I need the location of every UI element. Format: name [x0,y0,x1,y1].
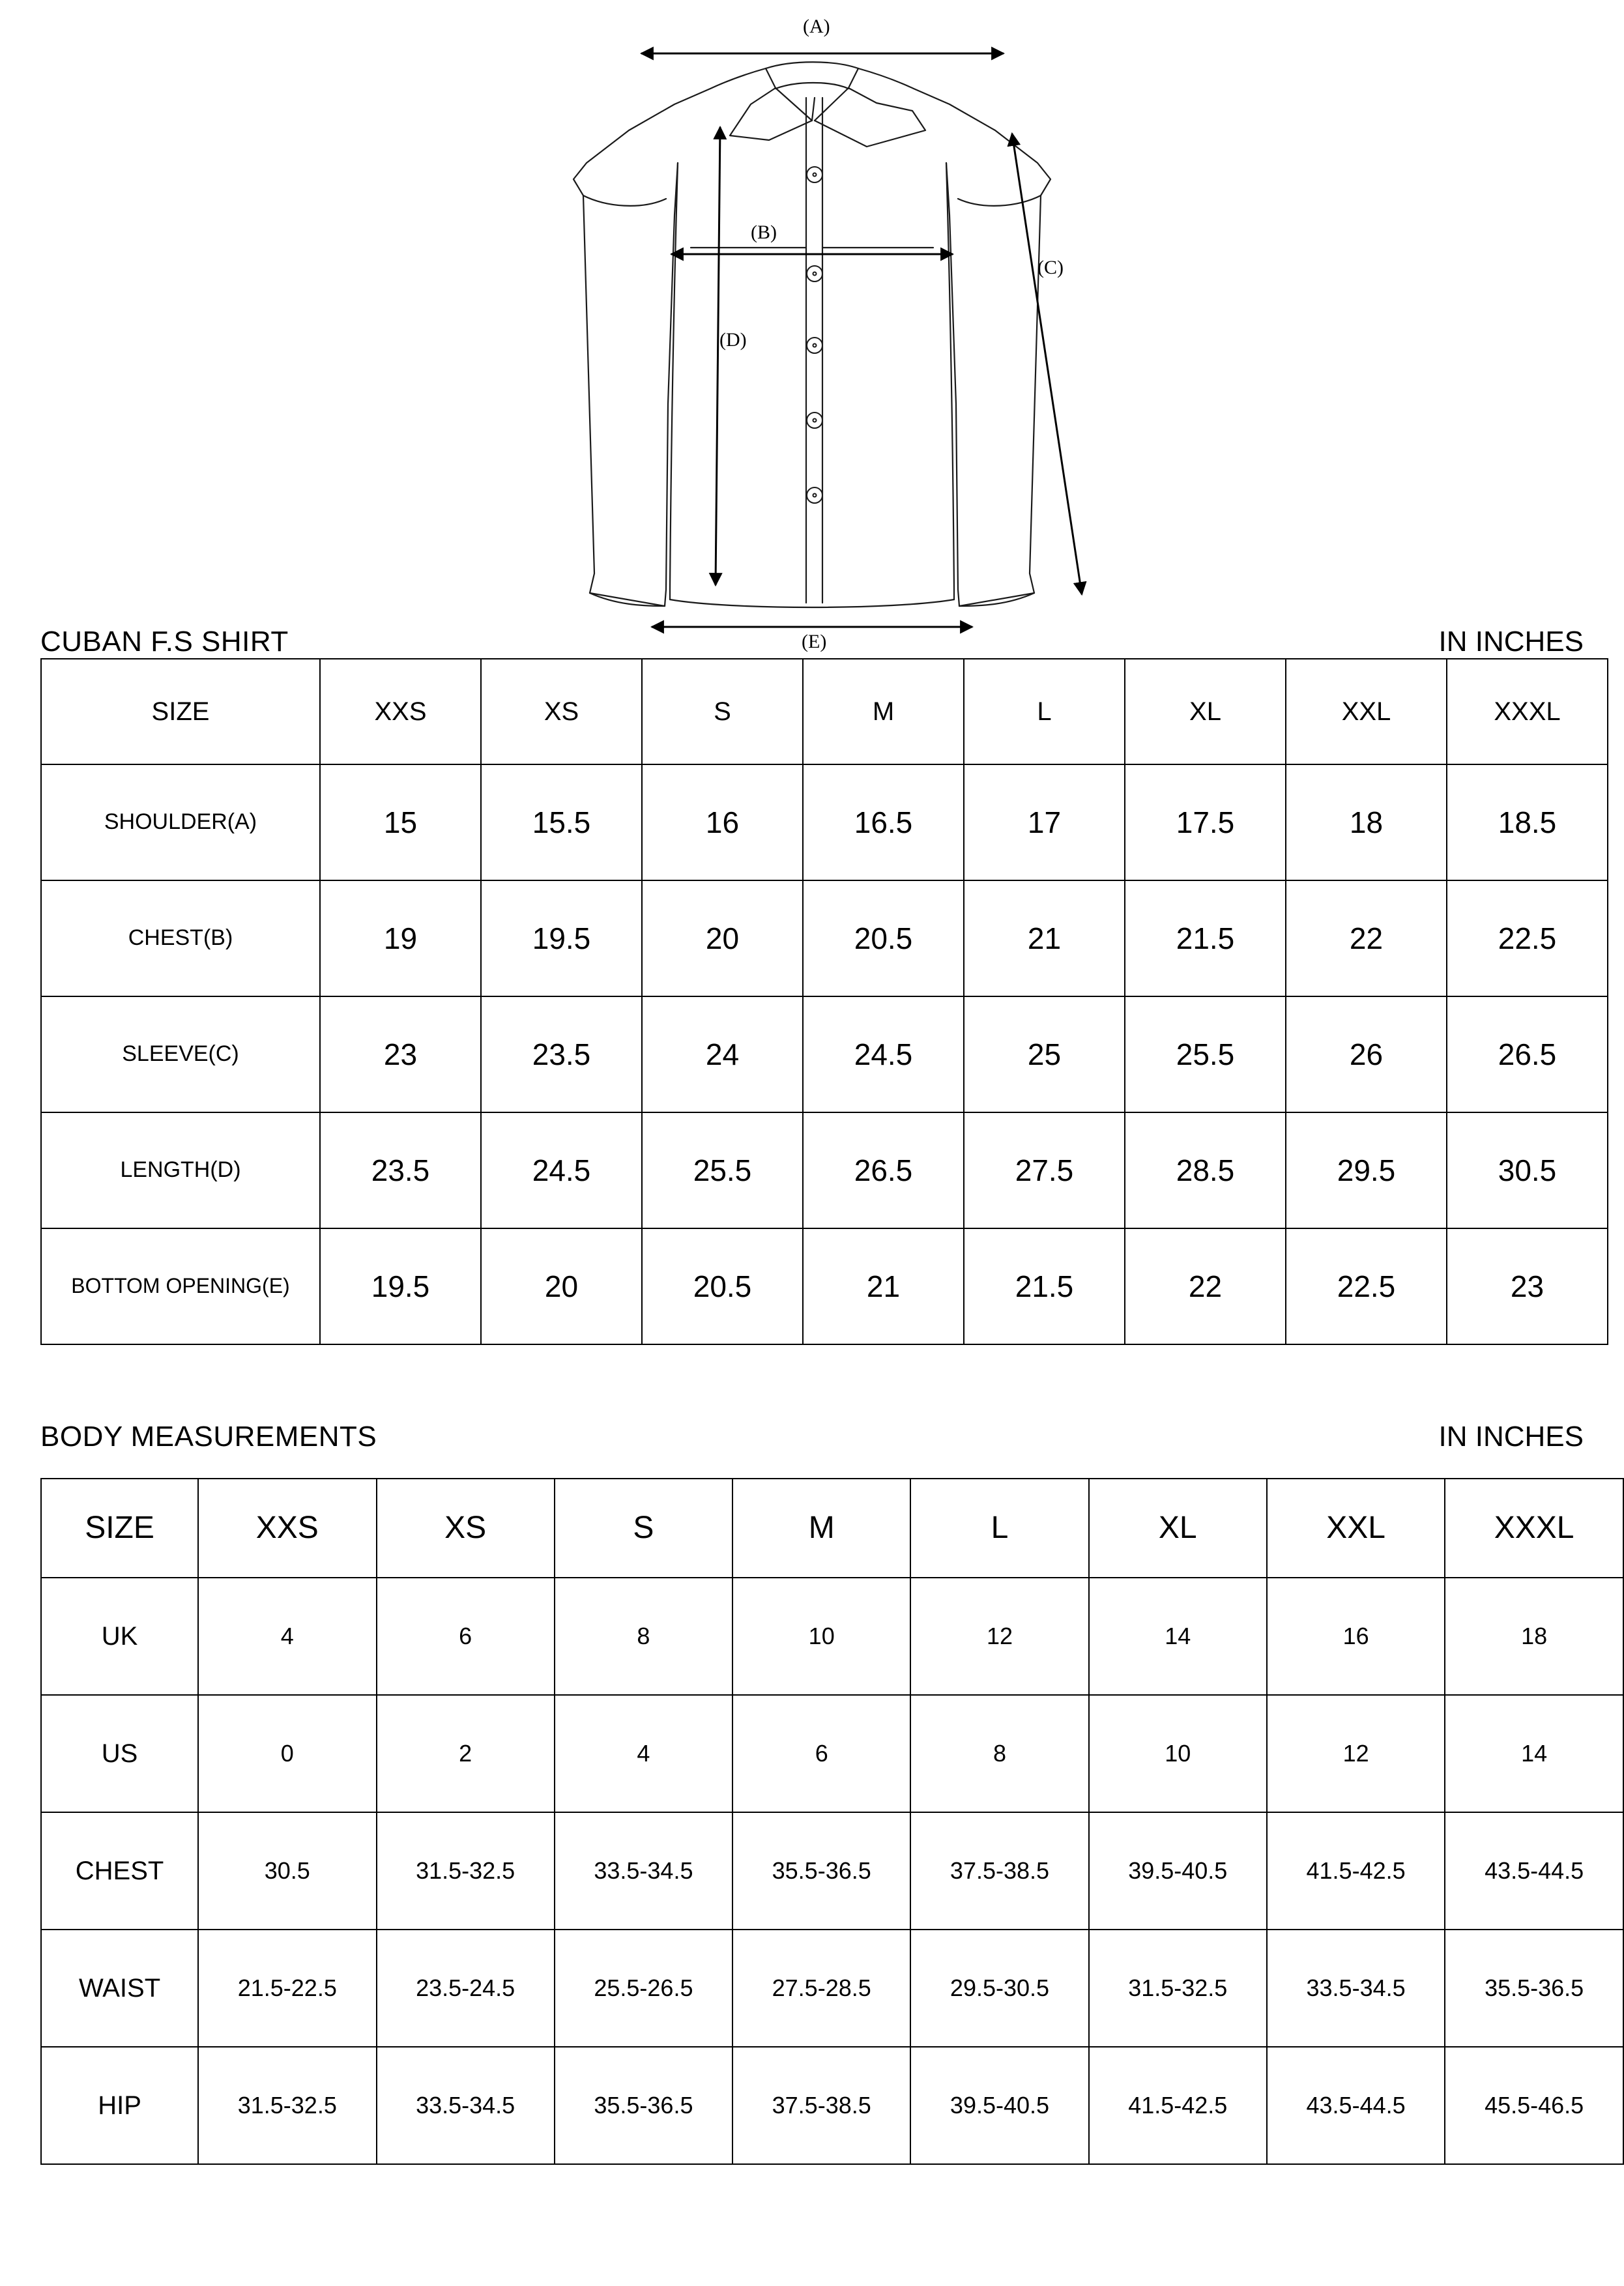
cell-body-chest-xs: 31.5-32.5 [377,1812,555,1930]
cell-chest-xs: 19.5 [481,880,642,996]
body-table-units: IN INCHES [1438,1421,1584,1453]
header-size: SIZE [41,659,320,764]
cell-bottom-s: 20.5 [642,1228,803,1344]
body-measurement-table [40,1478,1624,2165]
table-row [41,2047,1623,2164]
row-label-bottom-opening: BOTTOM OPENING(E) [41,1228,320,1344]
cell-us-xl: 10 [1089,1695,1267,1812]
table-header-row [41,1479,1623,1578]
cell-uk-xxxl: 18 [1445,1578,1623,1695]
cell-hip-xxl: 43.5-44.5 [1267,2047,1445,2164]
technical-drawing [0,0,1624,652]
row-label-sleeve: SLEEVE(C) [41,996,320,1112]
cell-us-xxl: 12 [1267,1695,1445,1812]
header-xxxl: XXXL [1447,659,1608,764]
cell-shoulder-m: 16.5 [803,764,964,880]
cell-body-chest-s: 33.5-34.5 [555,1812,732,1930]
cell-bottom-xl: 22 [1125,1228,1286,1344]
header-m: M [803,659,964,764]
cell-length-xs: 24.5 [481,1112,642,1228]
cell-waist-xxxl: 35.5-36.5 [1445,1930,1623,2047]
dimension-label-b: (B) [751,222,777,243]
product-measurement-table [40,658,1608,1345]
cell-chest-xl: 21.5 [1125,880,1286,996]
cell-hip-s: 35.5-36.5 [555,2047,732,2164]
cell-uk-l: 12 [910,1578,1088,1695]
table-row [41,1695,1623,1812]
cell-sleeve-l: 25 [964,996,1125,1112]
cell-length-s: 25.5 [642,1112,803,1228]
header-s: S [642,659,803,764]
cell-shoulder-xxl: 18 [1286,764,1447,880]
cell-shoulder-s: 16 [642,764,803,880]
row-label-shoulder: SHOULDER(A) [41,764,320,880]
cell-waist-xxl: 33.5-34.5 [1267,1930,1445,2047]
cell-length-xl: 28.5 [1125,1112,1286,1228]
cell-uk-xxs: 4 [198,1578,376,1695]
cell-length-xxxl: 30.5 [1447,1112,1608,1228]
cell-length-l: 27.5 [964,1112,1125,1228]
row-label-chest: CHEST(B) [41,880,320,996]
cell-waist-xl: 31.5-32.5 [1089,1930,1267,2047]
cell-us-xs: 2 [377,1695,555,1812]
header-xxl: XXL [1286,659,1447,764]
cell-hip-m: 37.5-38.5 [732,2047,910,2164]
body-measurement-table-wrap [40,1478,1624,2165]
body-header-l: L [910,1479,1088,1578]
body-header-xs: XS [377,1479,555,1578]
header-l: L [964,659,1125,764]
cell-chest-xxl: 22 [1286,880,1447,996]
cell-shoulder-xs: 15.5 [481,764,642,880]
body-header-m: M [732,1479,910,1578]
cell-body-chest-xxl: 41.5-42.5 [1267,1812,1445,1930]
dimension-label-c: (C) [1037,257,1064,278]
cell-chest-xxs: 19 [320,880,481,996]
cell-uk-s: 8 [555,1578,732,1695]
header-xxs: XXS [320,659,481,764]
body-header-size: SIZE [41,1479,198,1578]
cell-waist-s: 25.5-26.5 [555,1930,732,2047]
cell-shoulder-l: 17 [964,764,1125,880]
cell-waist-xxs: 21.5-22.5 [198,1930,376,2047]
table-row [41,996,1608,1112]
cell-us-s: 4 [555,1695,732,1812]
cell-hip-xxs: 31.5-32.5 [198,2047,376,2164]
cell-body-chest-m: 35.5-36.5 [732,1812,910,1930]
cell-body-chest-xl: 39.5-40.5 [1089,1812,1267,1930]
row-label-length: LENGTH(D) [41,1112,320,1228]
cell-chest-l: 21 [964,880,1125,996]
body-header-xl: XL [1089,1479,1267,1578]
cell-us-xxs: 0 [198,1695,376,1812]
cell-hip-xl: 41.5-42.5 [1089,2047,1267,2164]
cell-length-m: 26.5 [803,1112,964,1228]
cell-hip-xs: 33.5-34.5 [377,2047,555,2164]
product-table-units: IN INCHES [1438,626,1584,658]
cell-bottom-xxxl: 23 [1447,1228,1608,1344]
product-measurement-table-wrap [40,658,1608,1345]
table-header-row [41,659,1608,764]
cell-uk-xs: 6 [377,1578,555,1695]
dimension-label-d: (D) [719,329,747,351]
cell-hip-xxxl: 45.5-46.5 [1445,2047,1623,2164]
cell-body-chest-xxs: 30.5 [198,1812,376,1930]
cell-bottom-m: 21 [803,1228,964,1344]
header-xs: XS [481,659,642,764]
cell-waist-l: 29.5-30.5 [910,1930,1088,2047]
cell-bottom-l: 21.5 [964,1228,1125,1344]
cell-sleeve-m: 24.5 [803,996,964,1112]
cell-sleeve-xxl: 26 [1286,996,1447,1112]
cell-body-chest-xxxl: 43.5-44.5 [1445,1812,1623,1930]
row-label-us: US [41,1695,198,1812]
cell-chest-s: 20 [642,880,803,996]
body-header-s: S [555,1479,732,1578]
cell-uk-xxl: 16 [1267,1578,1445,1695]
table-row [41,1812,1623,1930]
row-label-hip: HIP [41,2047,198,2164]
cell-waist-m: 27.5-28.5 [732,1930,910,2047]
dimension-label-e: (E) [802,631,827,652]
cell-uk-xl: 14 [1089,1578,1267,1695]
cell-us-m: 6 [732,1695,910,1812]
cell-sleeve-xl: 25.5 [1125,996,1286,1112]
table-row [41,1112,1608,1228]
row-label-body-chest: CHEST [41,1812,198,1930]
cell-chest-xxxl: 22.5 [1447,880,1608,996]
table-row [41,1930,1623,2047]
table-row [41,764,1608,880]
cell-bottom-xs: 20 [481,1228,642,1344]
shirt-flat-sketch [0,0,1624,645]
cell-bottom-xxs: 19.5 [320,1228,481,1344]
cell-sleeve-xxs: 23 [320,996,481,1112]
product-table-title: CUBAN F.S SHIRT [40,626,289,658]
cell-shoulder-xl: 17.5 [1125,764,1286,880]
row-label-waist: WAIST [41,1930,198,2047]
cell-uk-m: 10 [732,1578,910,1695]
row-label-uk: UK [41,1578,198,1695]
body-header-xxl: XXL [1267,1479,1445,1578]
cell-body-chest-l: 37.5-38.5 [910,1812,1088,1930]
cell-sleeve-s: 24 [642,996,803,1112]
table-row [41,1228,1608,1344]
table-row [41,880,1608,996]
cell-hip-l: 39.5-40.5 [910,2047,1088,2164]
cell-shoulder-xxxl: 18.5 [1447,764,1608,880]
cell-bottom-xxl: 22.5 [1286,1228,1447,1344]
cell-waist-xs: 23.5-24.5 [377,1930,555,2047]
cell-length-xxl: 29.5 [1286,1112,1447,1228]
cell-us-xxxl: 14 [1445,1695,1623,1812]
cell-sleeve-xs: 23.5 [481,996,642,1112]
header-xl: XL [1125,659,1286,764]
body-table-title: BODY MEASUREMENTS [40,1421,377,1453]
cell-shoulder-xxs: 15 [320,764,481,880]
body-section-header [0,1421,1624,1466]
body-header-xxs: XXS [198,1479,376,1578]
dimension-label-a: (A) [803,16,830,37]
body-header-xxxl: XXXL [1445,1479,1623,1578]
cell-chest-m: 20.5 [803,880,964,996]
cell-sleeve-xxxl: 26.5 [1447,996,1608,1112]
cell-length-xxs: 23.5 [320,1112,481,1228]
table-row [41,1578,1623,1695]
cell-us-l: 8 [910,1695,1088,1812]
